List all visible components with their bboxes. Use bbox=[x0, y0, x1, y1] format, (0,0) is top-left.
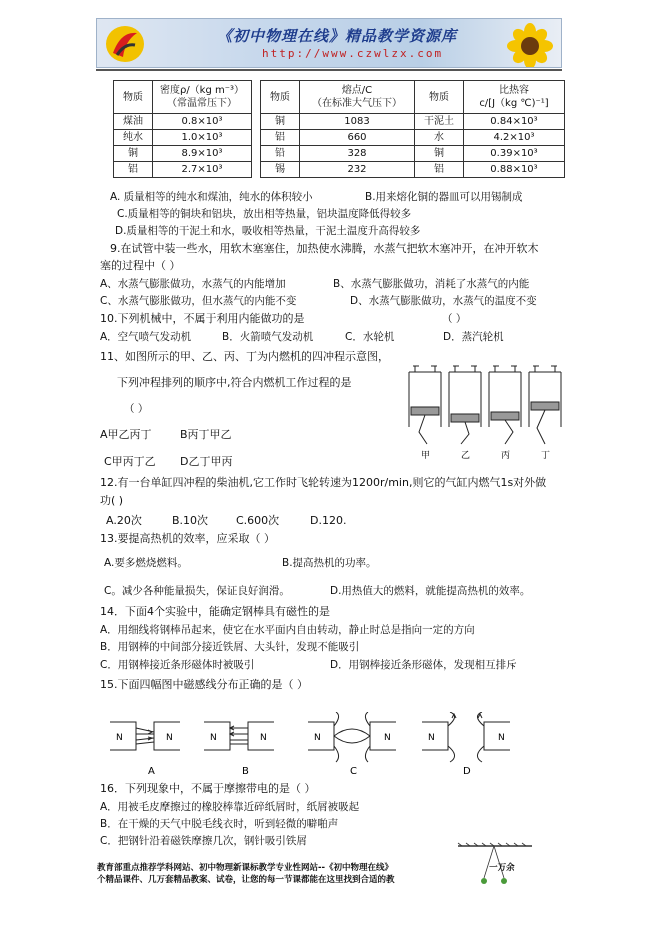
table-cell: 铝 bbox=[114, 162, 153, 178]
table-cell: 铜 bbox=[415, 146, 464, 162]
question-text: 12.有一台单缸四冲程的柴油机,它工作时飞轮转速为1200r/min,则它的气缸内燃气1s对外做 bbox=[100, 476, 547, 489]
engine-cylinder bbox=[489, 366, 521, 444]
pole-label: N bbox=[116, 733, 123, 743]
question-text: 14．下面4个实验中，能确定钢棒具有磁性的是 bbox=[100, 605, 330, 618]
table-cell: 0.88×10³ bbox=[464, 162, 565, 178]
pole-label: N bbox=[166, 733, 173, 743]
table-cell: 锡 bbox=[261, 162, 300, 178]
table-cell: 铝 bbox=[415, 162, 464, 178]
option-text: A.20次 bbox=[106, 514, 142, 527]
engine-label: 乙 bbox=[461, 451, 471, 461]
diagram-label: D bbox=[463, 766, 471, 777]
table-cell: 2.7×10³ bbox=[153, 162, 252, 178]
pole-label: N bbox=[428, 733, 435, 743]
table-cell: 1.0×10³ bbox=[153, 130, 252, 146]
table-header-cell: 物质 bbox=[415, 81, 464, 114]
option-text: B丙丁甲乙 bbox=[180, 428, 232, 441]
footer bbox=[97, 862, 515, 886]
option-text: A甲乙丙丁 bbox=[100, 428, 152, 441]
option-text: A、水蒸气膨胀做功，水蒸气的内能增加 bbox=[100, 278, 286, 290]
option-text: C．用钢棒接近条形磁体时被吸引 bbox=[100, 659, 255, 671]
option-text: D.质量相等的干泥土和水，吸收相等热量，干泥土温度升高得较多 bbox=[115, 225, 421, 237]
option-text: B.提高热机的功率。 bbox=[282, 557, 377, 569]
option-text: B．用钢棒的中间部分接近铁屑、大头针，发现不能吸引 bbox=[100, 641, 360, 653]
sunflower-icon bbox=[505, 23, 555, 68]
diagram-label: B bbox=[242, 766, 249, 777]
magnet-diagram-d bbox=[422, 712, 510, 762]
option-text: D.120. bbox=[310, 514, 347, 527]
magnetic-field-diagrams bbox=[108, 712, 518, 778]
option-text: B.10次 bbox=[172, 514, 209, 527]
table-gap bbox=[252, 130, 261, 146]
table-row bbox=[114, 130, 565, 146]
footer-text: 教育部重点推荐学科网站、初中物理新课标教学专业性网站--《初中物理在线》 bbox=[97, 863, 394, 873]
property-table bbox=[113, 80, 565, 178]
option-text: C.600次 bbox=[236, 514, 280, 527]
option-text: A. 质量相等的纯水和煤油，纯水的体积较小 bbox=[110, 191, 313, 203]
site-logo-icon bbox=[103, 23, 147, 65]
table-cell: 纯水 bbox=[114, 130, 153, 146]
pole-label: N bbox=[498, 733, 505, 743]
table-row bbox=[114, 114, 565, 130]
magnet-diagram-c bbox=[308, 712, 396, 762]
table-gap bbox=[252, 114, 261, 130]
table-cell: 水 bbox=[415, 130, 464, 146]
header-banner bbox=[96, 18, 562, 68]
answer-blank: （ ） bbox=[442, 313, 467, 325]
option-text: B．火箭喷气发动机 bbox=[222, 331, 314, 343]
pole-label: N bbox=[314, 733, 321, 743]
table-cell: 0.84×10³ bbox=[464, 114, 565, 130]
table-header-row bbox=[114, 81, 565, 114]
option-text: A．用细线将钢棒吊起来，使它在水平面内自由转动，静止时总是指向一定的方向 bbox=[100, 624, 475, 636]
table-gap bbox=[252, 81, 261, 114]
table-cell: 4.2×10³ bbox=[464, 130, 565, 146]
table-row bbox=[114, 162, 565, 178]
pole-label: N bbox=[210, 733, 217, 743]
pole-label: N bbox=[384, 733, 391, 743]
header-rule bbox=[96, 69, 562, 71]
question-text: 功( ) bbox=[100, 494, 124, 507]
header-line: 比热容 bbox=[499, 85, 529, 96]
footer-line bbox=[97, 862, 515, 874]
footer-text: 一万余 bbox=[489, 863, 515, 873]
option-text: C．把钢针沿着磁铁摩擦几次，钢针吸引铁屑 bbox=[100, 835, 307, 847]
header-line: 密度ρ/（kg m⁻³） bbox=[159, 85, 245, 96]
table-header-cell bbox=[153, 81, 252, 114]
table-header-cell: 物质 bbox=[114, 81, 153, 114]
header-line: 熔点/C bbox=[341, 85, 373, 96]
table-header-cell: 物质 bbox=[261, 81, 300, 114]
diagram-label: C bbox=[350, 766, 357, 777]
table-header-cell bbox=[300, 81, 415, 114]
question-text: 16．下列现象中，不属于摩擦带电的是（ ） bbox=[100, 782, 316, 795]
table-header-cell bbox=[464, 81, 565, 114]
site-url[interactable]: http://www.czwlzx.com bbox=[262, 47, 444, 60]
option-text: D、水蒸气膨胀做功，水蒸气的温度不变 bbox=[350, 295, 537, 307]
option-text: A．用被毛皮摩擦过的橡胶棒靠近碎纸屑时，纸屑被吸起 bbox=[100, 801, 360, 813]
table-cell: 铜 bbox=[261, 114, 300, 130]
pole-label: N bbox=[260, 733, 267, 743]
engine-cylinder bbox=[449, 366, 481, 444]
option-text: C.质量相等的铜块和铝块，放出相等热量，铝块温度降低得较多 bbox=[117, 208, 412, 220]
question-text: 塞的过程中（ ） bbox=[100, 259, 181, 272]
option-text: C。减少各种能量损失，保证良好润滑。 bbox=[104, 585, 290, 597]
option-text: B．在干燥的天气中脱毛线衣时，听到轻微的噼啪声 bbox=[100, 818, 339, 830]
question-text: 11、如图所示的甲、乙、丙、丁为内燃机的四冲程示意图， bbox=[100, 350, 389, 363]
header-line: （常温常压下） bbox=[167, 98, 237, 109]
table-cell: 328 bbox=[300, 146, 415, 162]
option-text: B、水蒸气膨胀做功，消耗了水蒸气的内能 bbox=[333, 278, 530, 290]
option-text: D．用钢棒接近条形磁体，发现相互排斥 bbox=[330, 659, 517, 671]
footer-line: 个精品课件、几万套精品教案、试卷，让您的每一节课都能在这里找到合适的教 bbox=[97, 875, 395, 885]
table-cell: 1083 bbox=[300, 114, 415, 130]
engine-cylinder bbox=[409, 366, 441, 444]
header-line: （在标准大气压下） bbox=[312, 98, 402, 109]
table-cell: 铝 bbox=[261, 130, 300, 146]
table-cell: 0.39×10³ bbox=[464, 146, 565, 162]
option-text: D.用热值大的燃料，就能提高热机的效率。 bbox=[330, 585, 531, 597]
question-text: 10.下列机械中，不属于利用内能做功的是 bbox=[100, 312, 305, 325]
answer-blank: （ ） bbox=[124, 403, 149, 415]
diagram-label: A bbox=[148, 766, 155, 777]
table-cell: 0.8×10³ bbox=[153, 114, 252, 130]
table-gap bbox=[252, 162, 261, 178]
table-cell: 232 bbox=[300, 162, 415, 178]
option-text: C甲丙丁乙 bbox=[104, 455, 156, 468]
header-line: c/[J（kg ℃)⁻¹] bbox=[479, 98, 549, 109]
site-title: 《初中物理在线》精品教学资源库 bbox=[217, 27, 458, 45]
option-text: D乙丁甲丙 bbox=[180, 455, 233, 468]
table-gap bbox=[252, 146, 261, 162]
engine-label: 丁 bbox=[541, 451, 551, 461]
question-text: 下列冲程排列的顺序中,符合内燃机工作过程的是 bbox=[117, 376, 352, 389]
table-cell: 干泥土 bbox=[415, 114, 464, 130]
table-cell: 8.9×10³ bbox=[153, 146, 252, 162]
table-cell: 铜 bbox=[114, 146, 153, 162]
option-text: D．蒸汽轮机 bbox=[443, 331, 504, 343]
engine-label: 丙 bbox=[501, 451, 511, 461]
question-text: 13.要提高热机的效率，应采取（ ） bbox=[100, 532, 275, 545]
option-text: C、水蒸气膨胀做功，但水蒸气的内能不变 bbox=[100, 295, 297, 307]
question-text: 9.在试管中装一些水，用软木塞塞住，加热使水沸腾，水蒸气把软木塞冲开，在冲开软木 bbox=[110, 242, 539, 255]
engine-stroke-diagram bbox=[405, 352, 565, 462]
engine-cylinder bbox=[529, 366, 561, 444]
engine-label: 甲 bbox=[421, 451, 431, 461]
option-text: B.用来熔化铜的器皿可以用锡制成 bbox=[365, 191, 523, 203]
question-text: 15.下面四幅图中磁感线分布正确的是（ ） bbox=[100, 678, 308, 691]
table-cell: 铅 bbox=[261, 146, 300, 162]
option-text: C．水轮机 bbox=[345, 331, 395, 343]
table-cell: 660 bbox=[300, 130, 415, 146]
table-cell: 煤油 bbox=[114, 114, 153, 130]
option-text: A．空气喷气发动机 bbox=[100, 331, 192, 343]
table-row bbox=[114, 146, 565, 162]
option-text: A.要多燃烧燃料。 bbox=[104, 557, 188, 569]
